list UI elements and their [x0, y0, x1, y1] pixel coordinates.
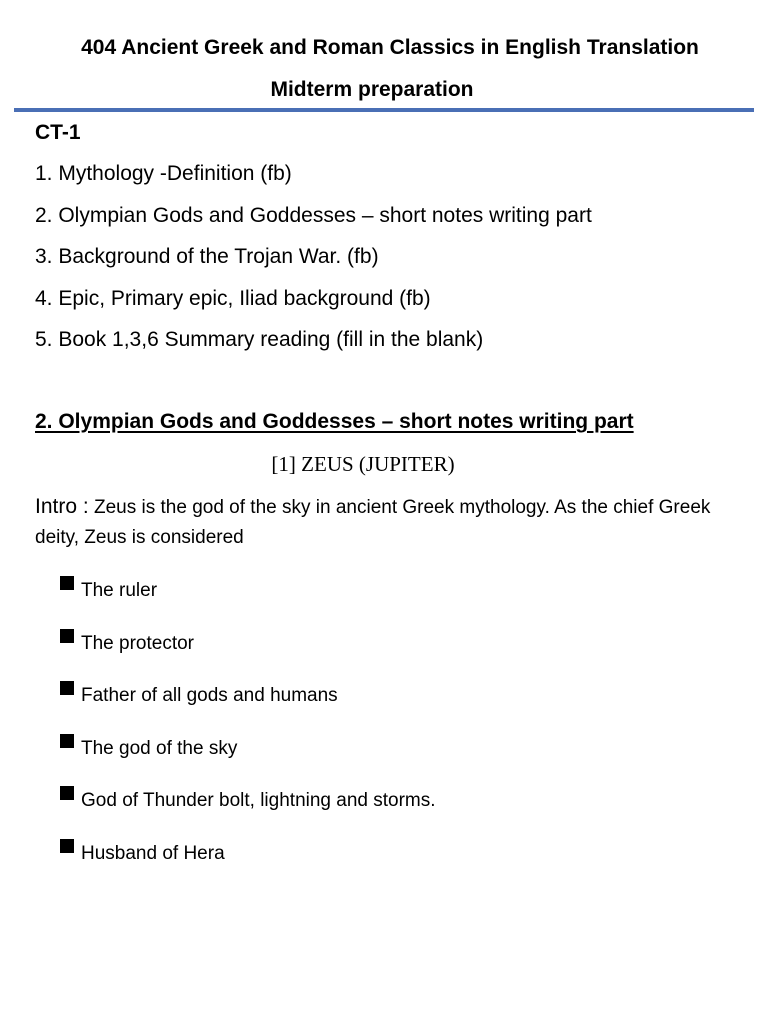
square-bullet-icon: [60, 576, 74, 590]
ct-topic-item: 3. Background of the Trojan War. (fb): [35, 245, 379, 269]
ct-topic-item: 4. Epic, Primary epic, Iliad background (fb): [35, 286, 431, 310]
list-item-text: The god of the sky: [81, 737, 238, 759]
header-divider: [14, 108, 754, 112]
intro-text: Zeus is the god of the sky in ancient Greek mythology. As the chief Greek deity, Zeus is considered: [35, 497, 711, 548]
intro-paragraph: [35, 492, 755, 553]
list-item-text: Husband of Hera: [81, 842, 225, 864]
square-bullet-icon: [60, 786, 74, 800]
document-subtitle: Midterm preparation: [270, 78, 474, 101]
ct-topic-item: 1. Mythology -Definition (fb): [35, 162, 292, 185]
square-bullet-icon: [60, 681, 74, 695]
zeus-subheading: [1] ZEUS (JUPITER): [271, 452, 455, 476]
ct-topic-item: 2. Olympian Gods and Goddesses – short notes writing part: [35, 203, 592, 227]
document-title: 404 Ancient Greek and Roman Classics in English Translation: [81, 36, 699, 59]
list-item-text: Father of all gods and humans: [81, 685, 338, 707]
list-item-text: The ruler: [81, 580, 158, 601]
square-bullet-icon: [60, 839, 74, 853]
square-bullet-icon: [60, 734, 74, 748]
intro-label: Intro :: [35, 495, 89, 518]
ct-label: CT-1: [35, 121, 81, 144]
list-item-text: God of Thunder bolt, lightning and storms.: [81, 790, 436, 812]
square-bullet-icon: [60, 629, 74, 643]
ct-topic-list: [35, 160, 592, 368]
ct-topic-item: 5. Book 1,3,6 Summary reading (fill in the blank): [35, 328, 484, 352]
section-heading: 2. Olympian Gods and Goddesses – short notes writing part: [35, 410, 634, 433]
list-item-text: The protector: [81, 632, 194, 654]
